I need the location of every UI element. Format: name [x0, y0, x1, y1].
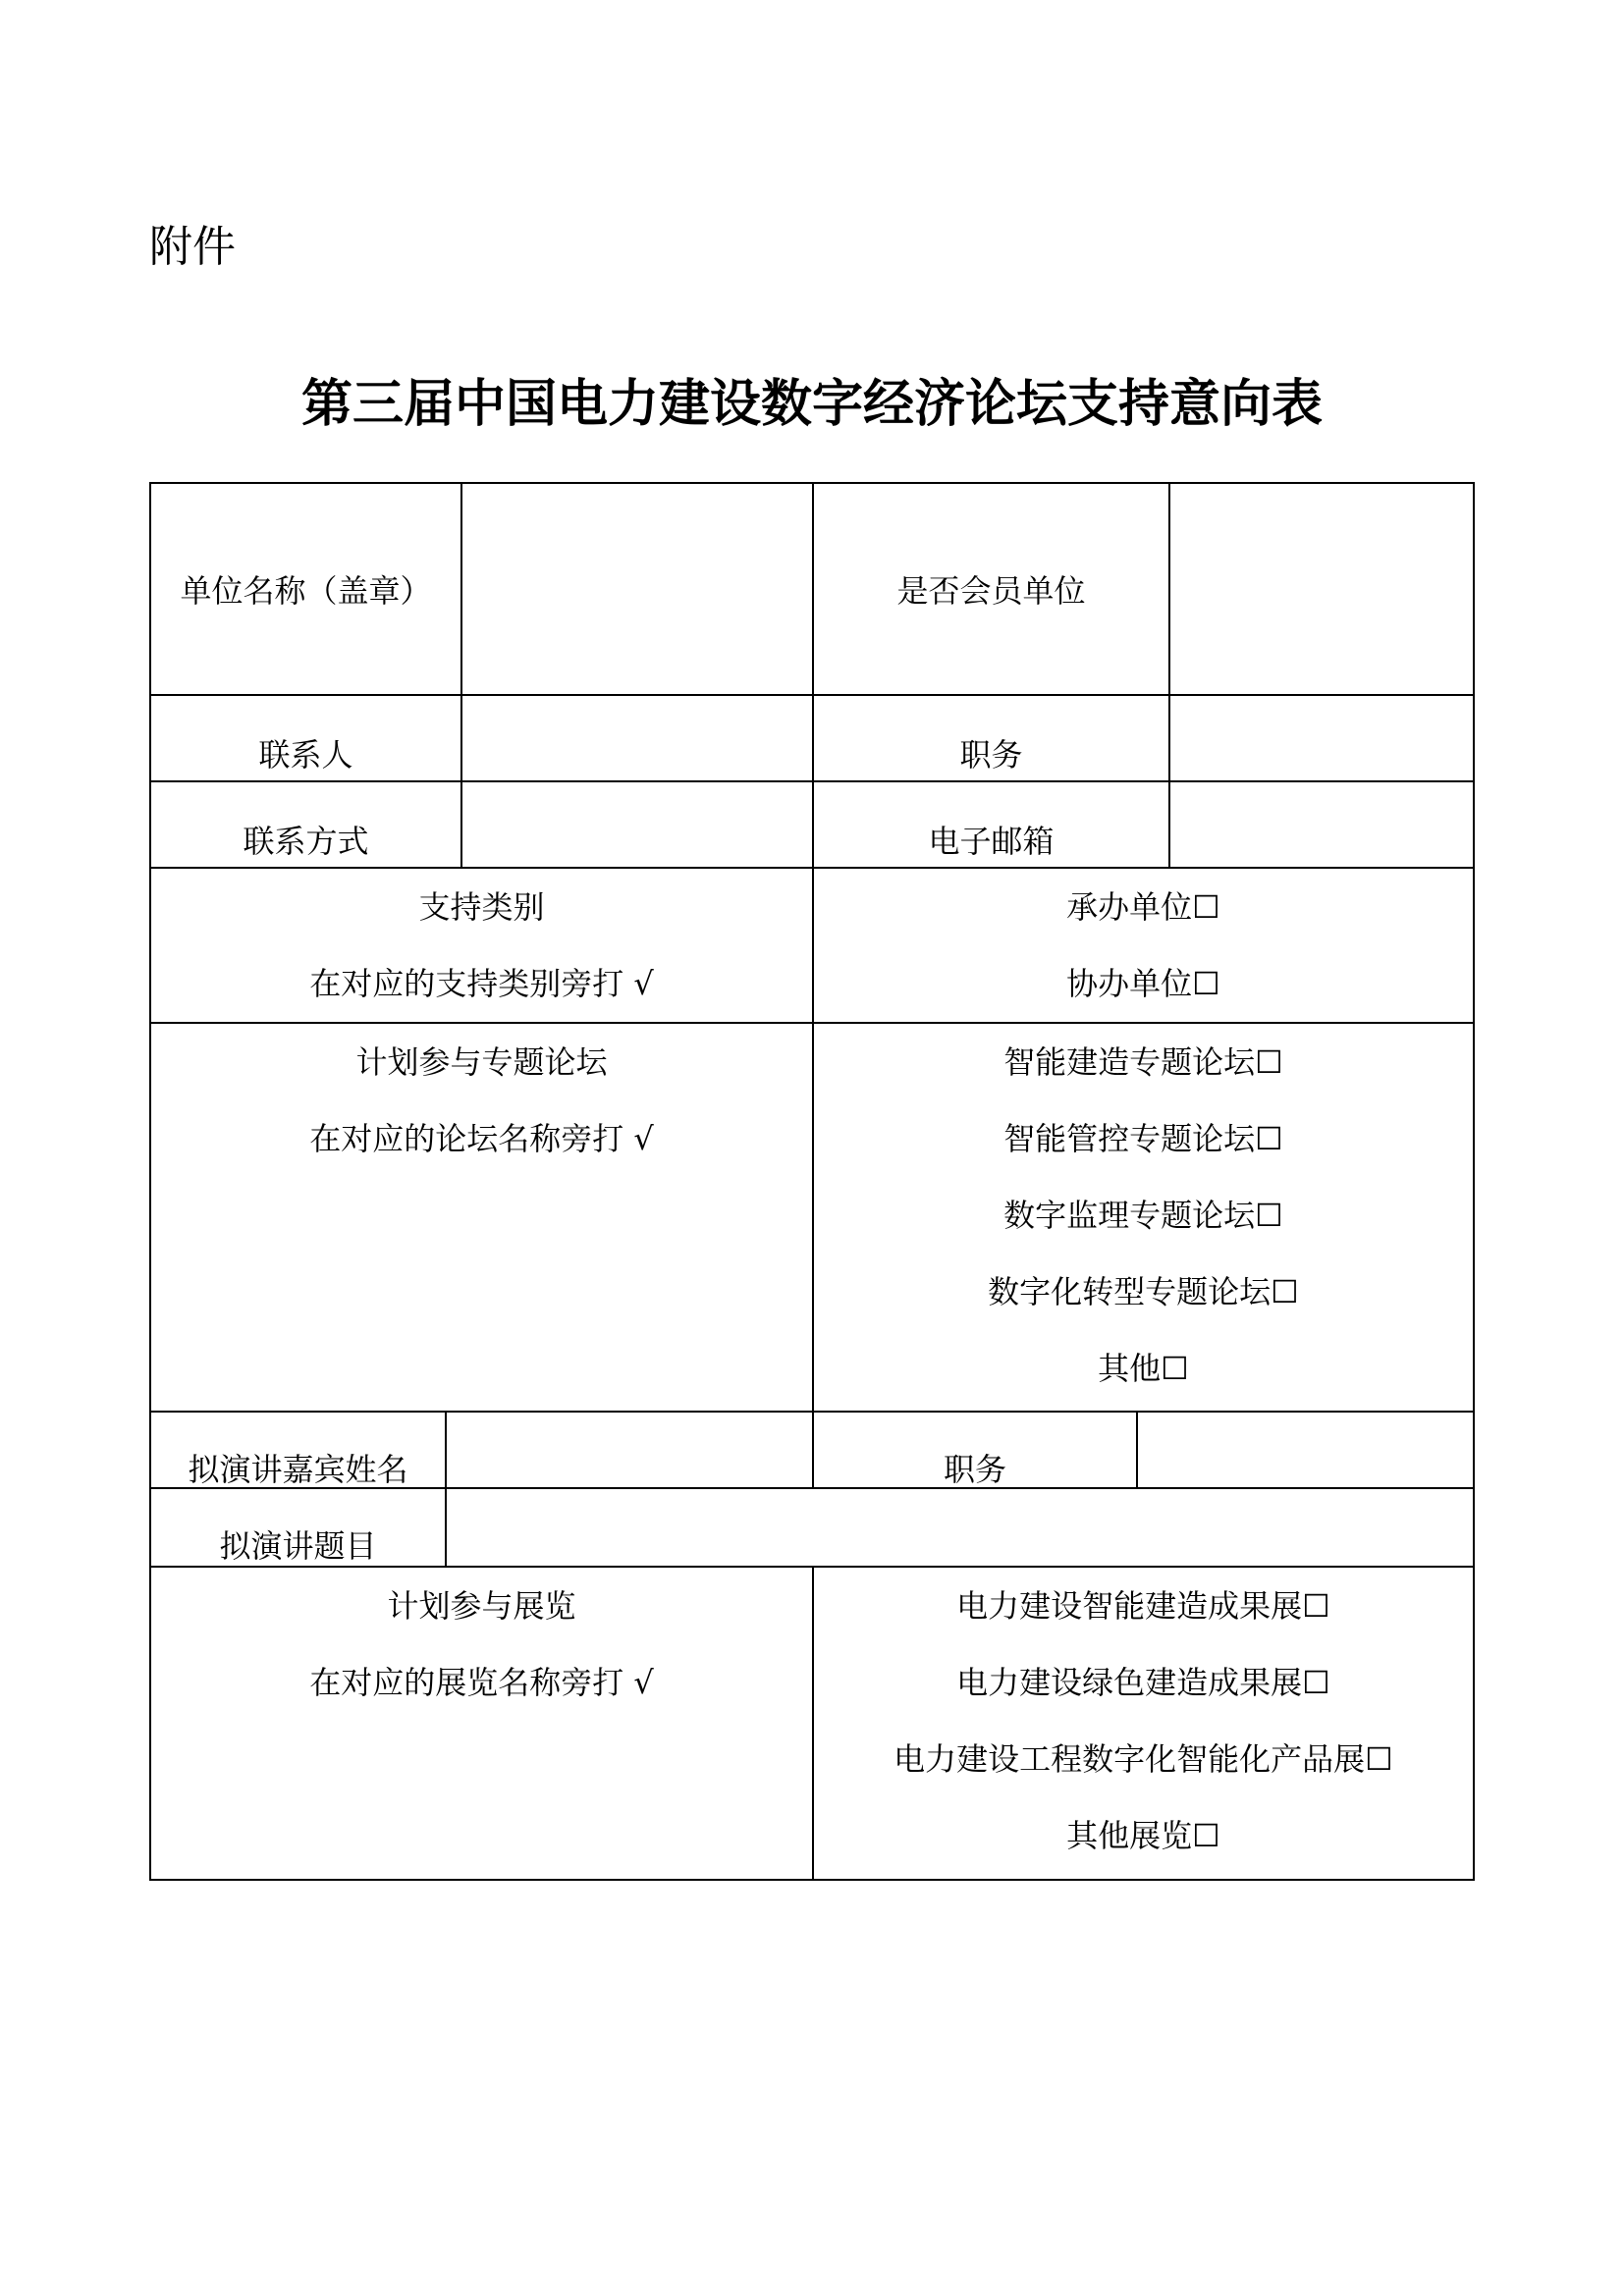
- support-intent-form: [149, 482, 1475, 1881]
- exhibition-option-digital-products[interactable]: 电力建设工程数字化智能化产品展☐: [893, 1740, 1393, 1778]
- speaker-name-field[interactable]: [447, 1413, 812, 1487]
- forum-option-smart-construction[interactable]: 智能建造专题论坛☐: [1003, 1043, 1283, 1081]
- speech-topic-field[interactable]: [447, 1489, 1473, 1566]
- exhibition-label: 计划参与展览: [387, 1587, 576, 1625]
- forum-hint: 在对应的论坛名称旁打 √: [309, 1120, 654, 1157]
- grid-line: [812, 484, 814, 867]
- support-option-host[interactable]: 承办单位☐: [1066, 888, 1220, 926]
- contact-person-label: 联系人: [258, 736, 353, 774]
- speech-topic-label: 拟演讲题目: [219, 1527, 377, 1565]
- speaker-position-label: 职务: [943, 1451, 1006, 1488]
- forum-option-smart-control[interactable]: 智能管控专题论坛☐: [1003, 1120, 1283, 1157]
- exhibition-hint: 在对应的展览名称旁打 √: [309, 1664, 654, 1701]
- member-label: 是否会员单位: [896, 572, 1086, 610]
- forum-option-digital-transformation[interactable]: 数字化转型专题论坛☐: [988, 1273, 1299, 1310]
- member-field[interactable]: [1170, 484, 1473, 694]
- email-label: 电子邮箱: [928, 823, 1055, 860]
- support-options: [814, 869, 1473, 1022]
- speaker-name-label: 拟演讲嘉宾姓名: [188, 1451, 408, 1488]
- exhibition-header: [151, 1568, 812, 1721]
- exhibition-option-other[interactable]: 其他展览☐: [1066, 1817, 1220, 1854]
- attachment-label: 附件: [149, 222, 236, 272]
- exhibition-options: [814, 1568, 1473, 1874]
- forum-label: 计划参与专题论坛: [355, 1043, 608, 1081]
- support-category-header: [151, 869, 812, 1022]
- contact-person-field[interactable]: [462, 696, 812, 780]
- exhibition-option-green-construction[interactable]: 电力建设绿色建造成果展☐: [956, 1664, 1330, 1701]
- email-field[interactable]: [1170, 782, 1473, 867]
- exhibition-option-smart-construction[interactable]: 电力建设智能建造成果展☐: [956, 1587, 1330, 1625]
- contact-method-label: 联系方式: [243, 823, 369, 860]
- speaker-position-field[interactable]: [1138, 1413, 1473, 1487]
- form-title: 第三届中国电力建设数字经济论坛支持意向表: [300, 374, 1323, 434]
- unit-name-field[interactable]: [462, 484, 812, 694]
- forum-options: [814, 1024, 1473, 1407]
- support-category-label: 支持类别: [418, 888, 545, 926]
- forum-option-digital-supervision[interactable]: 数字监理专题论坛☐: [1003, 1197, 1283, 1234]
- unit-name-label: 单位名称（盖章）: [180, 572, 432, 610]
- contact-method-field[interactable]: [462, 782, 812, 867]
- position-field[interactable]: [1170, 696, 1473, 780]
- forum-option-other[interactable]: 其他☐: [1098, 1350, 1189, 1387]
- support-option-co-host[interactable]: 协办单位☐: [1066, 965, 1220, 1002]
- forum-header: [151, 1024, 812, 1177]
- position-label: 职务: [959, 736, 1023, 774]
- support-category-hint: 在对应的支持类别旁打 √: [309, 965, 654, 1002]
